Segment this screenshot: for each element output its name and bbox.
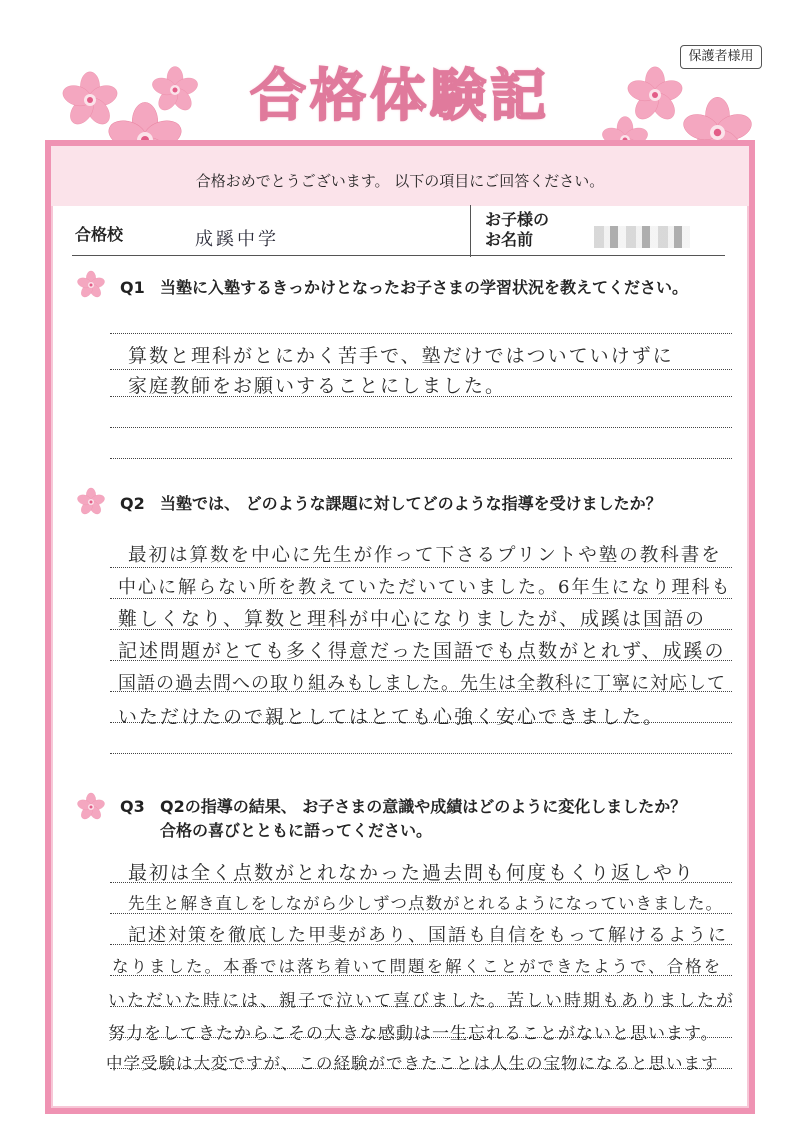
question-q3 (120, 795, 686, 843)
sakura-icon (76, 487, 106, 517)
answer-line: 先生と解き直しをしながら少しずつ点数がとれるようになっていきました。 (128, 894, 723, 913)
question-q1 (120, 276, 688, 300)
question-number: Q2 (120, 494, 145, 513)
answer-line: 難しくなり、算数と理科が中心になりましたが、成蹊は国語の (118, 608, 707, 630)
question-q2 (120, 492, 662, 516)
child-name-redacted (594, 226, 690, 248)
answer-line: いただいた時には、親子で泣いて喜びました。苦しい時期もありましたが (108, 991, 735, 1011)
field-separator (470, 205, 471, 257)
answer-line: 努力をしてきたからこその大きな感動は一生忘れることがないと思います。 (108, 1024, 719, 1044)
question-number: Q1 (120, 278, 145, 297)
audience-badge: 保護者様用 (680, 45, 762, 69)
name-underline (470, 255, 725, 256)
page-title: 合格体験記 (250, 64, 550, 129)
ruled-line (110, 753, 732, 754)
school-underline (72, 255, 470, 256)
ruled-line (110, 458, 732, 459)
sakura-icon (76, 792, 106, 822)
answer-line: 中心に解らない所を教えていただいていました。6年生になり理科も (118, 577, 732, 598)
school-label: 合格校 (75, 225, 124, 244)
child-name-label-line1: お子様の (485, 210, 550, 229)
ruled-line (110, 567, 732, 568)
question-text: 当塾に入塾するきっかけとなったお子さまの学習状況を教えてください。 (160, 278, 689, 297)
answer-line: なりました。本番では落ち着いて問題を解くことができたようで、合格を (112, 957, 723, 976)
ruled-line (110, 369, 732, 370)
sakura-icon (76, 270, 106, 300)
child-name-label (485, 210, 549, 250)
answer-line: 最初は算数を中心に先生が作って下さるプリントや塾の教科書を (128, 545, 722, 566)
child-name-label-line2: お名前 (485, 230, 534, 249)
answer-line: 記述対策を徹底した甲斐があり、国語も自信をもって解けるように (128, 925, 728, 946)
question-text-line2: 合格の喜びとともに語ってください。 (160, 821, 433, 840)
school-value: 成蹊中学 (195, 229, 279, 250)
answer-line: 最初は全く点数がとれなかった過去問も何度もくり返しやり (128, 862, 696, 884)
answer-line: 中学受験は大変ですが、この経験ができたことは人生の宝物になると思います (106, 1054, 719, 1073)
answer-line: 記述問題がとても多く得意だった国語でも点数がとれず、成蹊の (118, 640, 726, 662)
answer-line: 算数と理科がとにかく苦手で、塾だけではついていけずに (128, 345, 674, 367)
question-text: Q2の指導の結果、 お子さまの意識や成績はどのように変化しましたか？ (160, 797, 687, 816)
intro-text: 合格おめでとうございます。 以下の項目にご回答ください。 (195, 172, 605, 190)
question-text: 当塾では、 どのような課題に対してどのような指導を受けましたか？ (160, 494, 662, 513)
ruled-line (110, 333, 732, 334)
ruled-line (110, 427, 732, 428)
answer-line: 国語の過去問への取り組みもしました。先生は全教科に丁寧に対応して (118, 673, 726, 694)
answer-line: 家庭教師をお願いすることにしました。 (128, 375, 507, 397)
answer-line: いただけたので親としてはとても心強く安心できました。 (118, 706, 665, 728)
question-number: Q3 (120, 797, 145, 816)
